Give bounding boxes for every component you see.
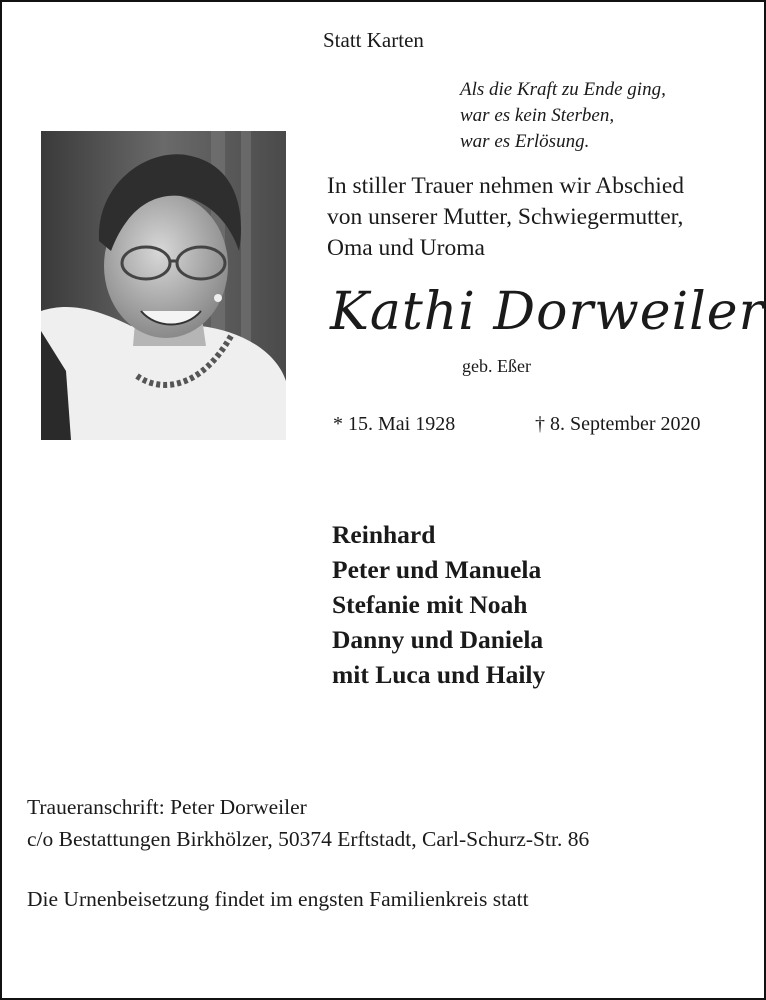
deceased-name: Kathi Dorweiler (330, 282, 765, 342)
family-member: Danny und Daniela (332, 625, 544, 654)
family-member: Reinhard (332, 520, 436, 549)
death-date: † 8. September 2020 (535, 413, 701, 435)
burial-note: Die Urnenbeisetzung findet im engsten Familienkreis statt (27, 887, 529, 911)
family-member: mit Luca und Haily (332, 660, 546, 689)
family-member: Peter und Manuela (332, 555, 542, 584)
motto-line: war es Erlösung. (460, 131, 590, 152)
intro-text (327, 171, 684, 264)
motto-verse (460, 77, 666, 155)
intro-line: In stiller Trauer nehmen wir Abschied (327, 173, 685, 199)
mourning-address (27, 791, 589, 855)
family-member: Stefanie mit Noah (332, 590, 528, 619)
header-text: Statt Karten (323, 28, 424, 52)
family-list (332, 517, 545, 692)
portrait-photo (41, 131, 286, 440)
motto-line: Als die Kraft zu Ende ging, (460, 79, 666, 100)
intro-line: Oma und Uroma (327, 235, 485, 261)
maiden-name: geb. Eßer (462, 356, 531, 376)
address-line: Traueranschrift: Peter Dorweiler (27, 795, 307, 819)
intro-line: von unserer Mutter, Schwiegermutter, (327, 204, 684, 230)
birth-date: * 15. Mai 1928 (333, 413, 456, 435)
motto-line: war es kein Sterben, (460, 105, 615, 126)
address-line: c/o Bestattungen Birkhölzer, 50374 Erftstadt, Carl-Schurz-Str. 86 (27, 827, 590, 851)
